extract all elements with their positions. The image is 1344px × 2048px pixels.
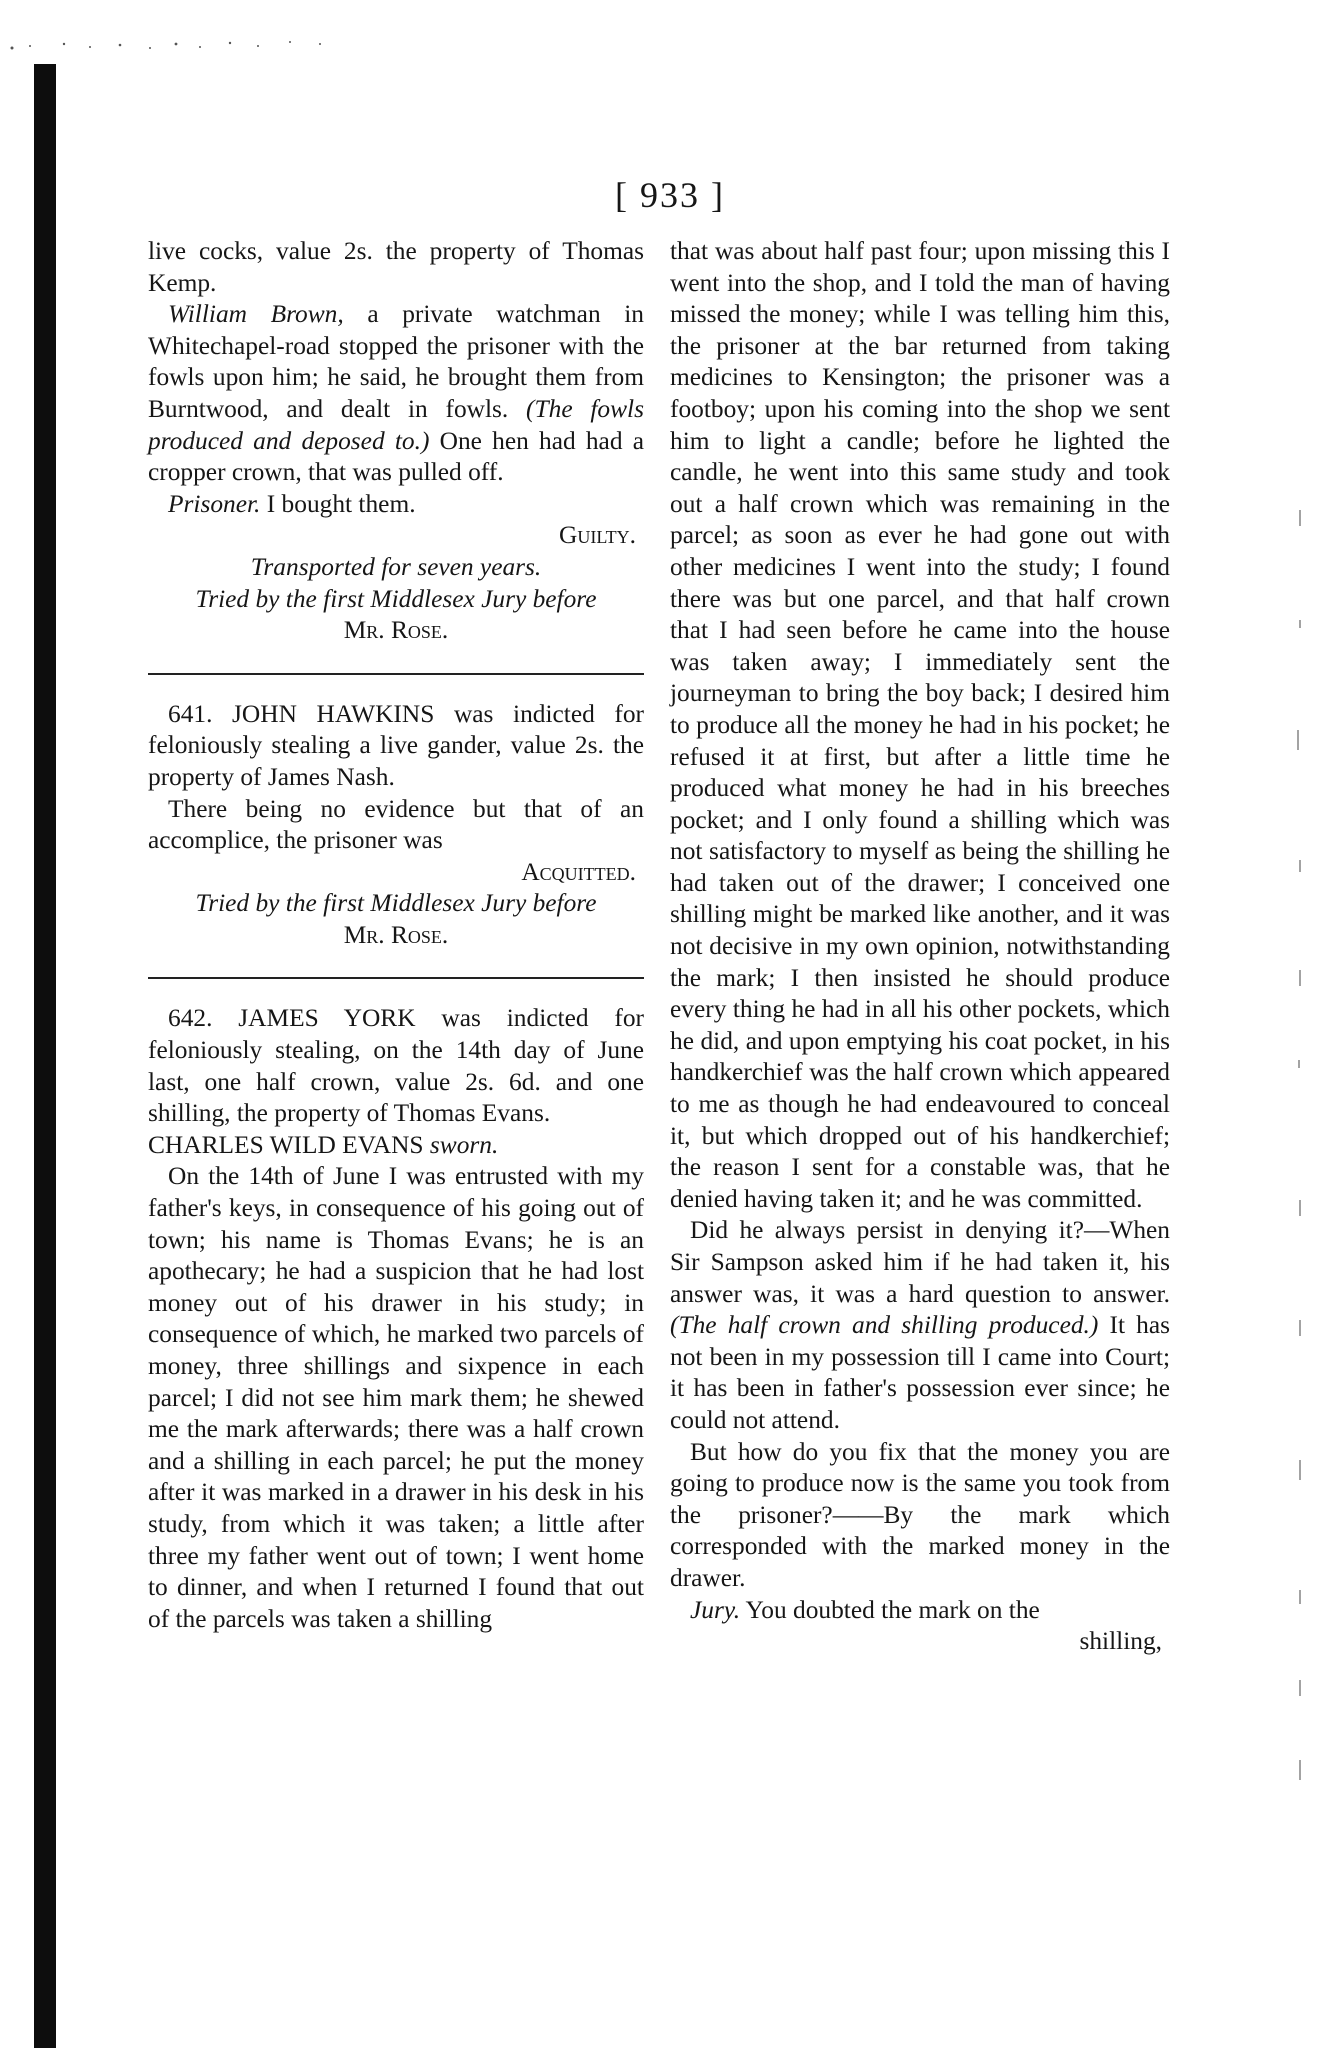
right-column <box>670 236 1170 1658</box>
judge-name: Mr. Rose. <box>343 920 449 949</box>
scan-noise-right <box>1288 500 1312 1800</box>
speaker-name: Jury. <box>690 1595 741 1624</box>
left-column <box>148 236 644 1635</box>
defendant-name: JOHN HAWKINS <box>212 699 435 728</box>
witness-heading <box>148 1130 644 1162</box>
binding-edge <box>34 64 56 2048</box>
paragraph-evidence: There being no evidence but that of an accomplice, the prisoner was <box>148 794 644 855</box>
page-number: [ 933 ] <box>615 175 725 215</box>
case-642-entry <box>148 1003 644 1129</box>
paragraph-text: I bought them. <box>260 489 416 518</box>
verdict: Guilty. <box>558 521 636 550</box>
paragraph-question-mark: But how do you fix that the money you are going to produce now is the same you took from the prisoner?——By the mark which corresponded with the marked money in the drawer. <box>670 1437 1170 1592</box>
paragraph-prisoner <box>148 489 644 521</box>
paragraph-question <box>670 1215 1170 1436</box>
stage-direction: (The fowls produced and deposed to.) <box>148 394 644 455</box>
paragraph-text-tail: It has not been in my possession till I came into Court; it has been in father's possession ever since; he could not attend. <box>670 1311 1170 1434</box>
paragraph-text: a private watchman in Whitechapel-road stopped the prisoner with the fowls upon him; he said, he brought them from Burntwood, and dealt in fowls. <box>148 300 645 423</box>
sworn-label: sworn. <box>423 1130 499 1159</box>
paragraph-testimony-continued: that was about half past four; upon missing this I went into the shop, and I told the man of having missed the money; while I was telling him this, the prisoner at the bar returned from taking medicines to Kensington; the prisoner was a footboy; upon his coming into the shop we sent him to light a candle; before he lighted the candle, he went into this same study and took out a half crown which was remaining in the parcel; as soon as ever he had gone out with other medicines I went into the study; I found there was but one parcel, and that half crown that I had seen before he came into the house was taken away; I immediately sent the journeyman to bring the boy back; I desired him to produce all the money he had in his pocket; he refused it at first, but after a little time he produced what money he had in his breeches pocket; and I only found a shilling which was not satisfactory to myself as being the shilling he had taken out of the drawer; I conceived one shilling might be marked like another, and it was not decisive in my own opinion, notwithstanding the mark; I then insisted he should produce every thing he had in all his other pockets, which he did, and upon emptying his coat pocket, in his handkerchief was the half crown which appeared to me as though he had endeavoured to conceal it, but which dropped out of his handkerchief; the reason I sent for a constable was, that he denied having taken it; and he was committed. <box>670 237 1170 1213</box>
defendant-name: JAMES YORK <box>212 1004 416 1033</box>
indictment-text: was indicted for feloniously stealing, on the 14th day of June last, one half crown, value 2s. 6d. and one shilling, the property of Thomas Evans. <box>148 1004 644 1128</box>
paragraph-jury <box>670 1595 1170 1627</box>
speaker-name: Prisoner. <box>168 489 261 518</box>
catchword: shilling, <box>1079 1627 1162 1656</box>
paragraph-text: Did he always persist in denying it?—When Sir Sampson asked him if he had taken it, his answer was, it was a hard question to answer. <box>670 1216 1170 1308</box>
verdict: Acquitted. <box>521 857 636 886</box>
paragraph-text-tail: One hen had had a cropper crown, that was pulled off. <box>148 426 644 487</box>
paragraph-brown-testimony <box>148 299 644 489</box>
case-number: 642. <box>168 1004 213 1033</box>
trial-note: Tried by the first Middlesex Jury before <box>195 889 597 918</box>
trial-note: Tried by the first Middlesex Jury before <box>195 584 597 613</box>
case-641-entry <box>148 699 644 794</box>
judge-name: Mr. Rose. <box>343 616 449 645</box>
paragraph-continuation: live cocks, value 2s. the property of Thomas Kemp. <box>148 237 644 297</box>
indictment-text: was indicted for feloniously stealing a live gander, value 2s. the property of James Nash. <box>148 699 644 791</box>
paragraph-text: You doubted the mark on the <box>740 1595 1040 1624</box>
witness-name: CHARLES WILD EVANS <box>148 1130 424 1159</box>
scan-noise-top <box>0 38 360 72</box>
section-divider <box>148 977 644 979</box>
section-divider <box>148 673 644 675</box>
speaker-name: William Brown, <box>168 300 344 329</box>
case-number: 641. <box>168 699 213 728</box>
sentence: Transported for seven years. <box>250 552 542 581</box>
paragraph-testimony: On the 14th of June I was entrusted with my father's keys, in consequence of his going out of town; his name is Thomas Evans; he is an apothecary; he had a suspicion that he had lost money out of his drawer in his study; in consequence of which, he marked two parcels of money, three shillings and sixpence in each parcel; I did not see him mark them; he shewed me the mark afterwards; there was a half crown and a shilling in each parcel; he put the money after it was marked in a drawer in his desk in his study, from which it was taken; a little after three my father went out of town; I went home to dinner, and when I returned I found that out of the parcels was taken a shilling <box>148 1162 644 1633</box>
stage-direction: (The half crown and shilling produced.) <box>670 1311 1099 1340</box>
